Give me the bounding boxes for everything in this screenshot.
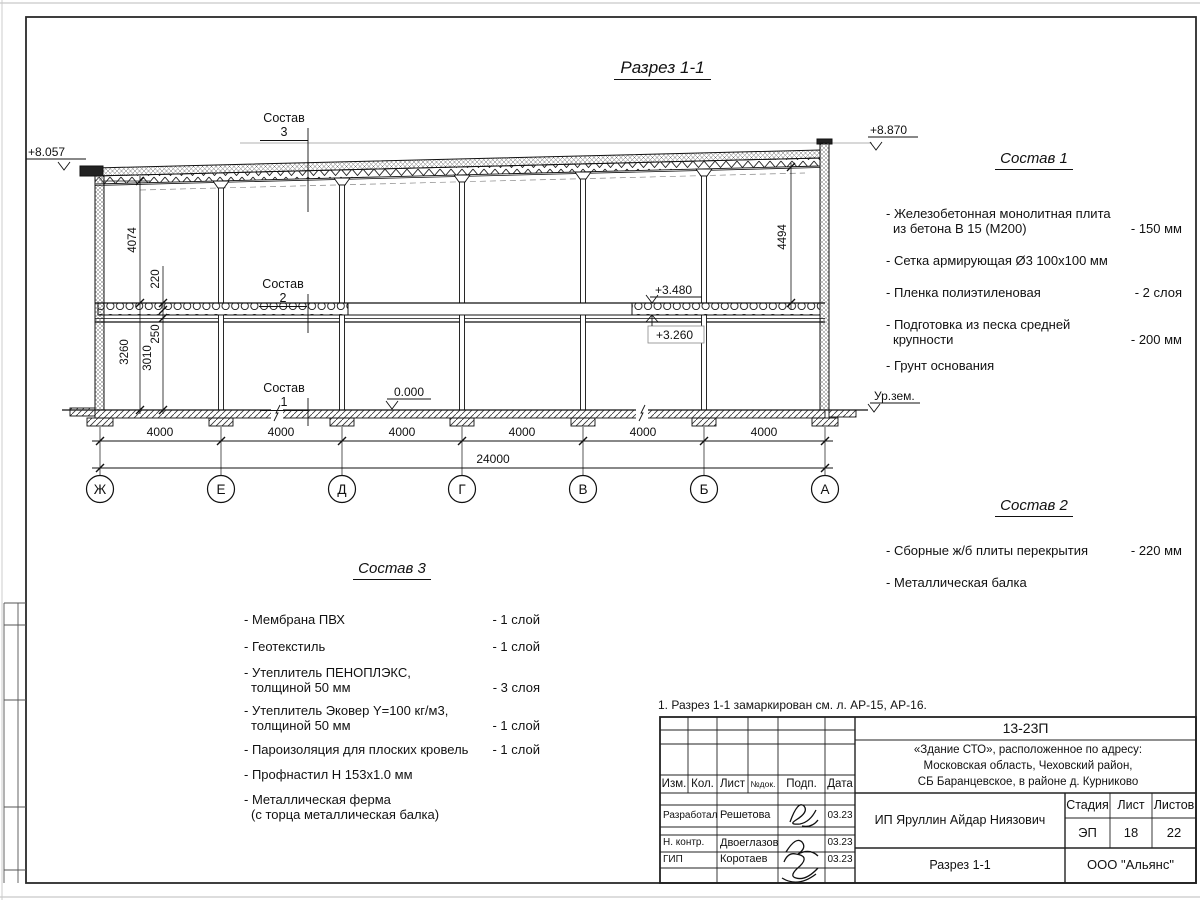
object-line3: СБ Баранцевское, в районе д. Курниково: [917, 776, 1139, 788]
total-dimension-label: 24000: [476, 452, 510, 466]
svg-text:4000: 4000: [146, 425, 174, 439]
list-item: - Сборные ж/б плиты перекрытия - 220 мм: [886, 543, 1182, 558]
axis-label: В: [578, 482, 588, 497]
svg-text:4000: 4000: [750, 425, 778, 439]
note: 1. Разрез 1-1 замаркирован см. л. АР-15, АР-16.: [658, 698, 927, 712]
stage-label: Стадия: [1066, 797, 1109, 812]
client-name: ИП Яруллин Айдар Ниязович: [874, 812, 1046, 827]
doc-number: 13-23П: [1002, 719, 1049, 736]
vertical-dimension-labels-left: [119, 227, 162, 371]
axis-label: Ж: [93, 482, 107, 497]
ground-floor: [62, 405, 868, 426]
row-role: Разработал: [663, 809, 718, 821]
side-stamp: [4, 603, 26, 883]
axis-label: Д: [337, 482, 347, 497]
company-name: ООО "Альянс": [1087, 857, 1174, 873]
col-ndok: №док.: [750, 778, 776, 789]
list-item: - Утеплитель Эковер Y=100 кг/м3, толщиной 50 мм - 1 слой: [244, 703, 540, 733]
svg-text:4000: 4000: [629, 425, 657, 439]
list-item: - Подготовка из песка средней крупности - 200 мм: [886, 317, 1182, 347]
composition-1-list: [886, 150, 1182, 373]
list-item: - Пароизоляция для плоских кровель - 1 слой: [244, 742, 540, 757]
stage-value: ЭП: [1078, 824, 1097, 840]
right-wall: [820, 143, 829, 410]
svg-text:3010: 3010: [142, 345, 154, 371]
svg-text:4000: 4000: [388, 425, 416, 439]
signatures: [782, 805, 818, 882]
list-item: - Железобетонная монолитная плита из бетона В 15 (М200) - 150 мм: [886, 206, 1182, 236]
composition-3-list: [244, 560, 540, 822]
svg-text:4000: 4000: [508, 425, 536, 439]
svg-text:220: 220: [150, 269, 162, 289]
svg-text:3260: 3260: [119, 339, 131, 365]
svg-text:4074: 4074: [127, 227, 139, 253]
eave: [80, 166, 103, 176]
sheets-total: 22: [1166, 824, 1182, 840]
row-name: Решетова: [720, 809, 771, 822]
elevation-top-left: +8.057: [28, 145, 66, 159]
signature-developer: [790, 805, 818, 827]
object-address: [860, 742, 1196, 792]
col-podp: Подп.: [786, 777, 817, 790]
vertical-dimension-label-right: 4494: [777, 224, 789, 250]
footings: [87, 418, 838, 426]
hollow-core-slab-right: [632, 303, 820, 315]
row-role: ГИП: [663, 853, 683, 865]
axis-label: Г: [458, 482, 466, 497]
leader-label-sostav3: Состав 3: [260, 111, 308, 141]
row-date: 03.23: [827, 837, 853, 849]
elevation-floor: 0.000: [394, 385, 425, 399]
axis-label: Б: [699, 482, 709, 497]
list-item: - Пленка полиэтиленовая - 2 слоя: [886, 285, 1182, 300]
composition-2-list: [886, 497, 1182, 590]
axis-label: Е: [216, 482, 226, 497]
axis-label: А: [820, 482, 830, 497]
list-item: - Грунт основания: [886, 358, 995, 373]
sheet-number: 18: [1123, 824, 1139, 840]
elevation-slab-bottom: +3.260: [656, 328, 694, 342]
elevation-slab-top: +3.480: [655, 283, 693, 297]
hollow-core-slab-left: [98, 303, 348, 315]
list-item: - Металлическая ферма (с торца металлическая балка): [244, 792, 440, 822]
col-data: Дата: [827, 777, 853, 790]
svg-text:4000: 4000: [267, 425, 295, 439]
list-item: - Сетка армирующая Ø3 100х100 мм: [886, 253, 1108, 268]
signature-gip: [782, 840, 818, 882]
horizontal-dimensions: [92, 427, 833, 476]
left-wall: [95, 176, 104, 410]
leader-label-sostav2: Состав 2: [259, 277, 307, 307]
row-date: 03.23: [827, 809, 853, 821]
sheets-label: Листов: [1153, 797, 1195, 812]
row-date: 03.23: [827, 853, 853, 865]
vertical-dimensions-left: [104, 176, 167, 414]
svg-text:250: 250: [150, 324, 162, 344]
drawing-name: Разрез 1-1: [929, 857, 991, 872]
elevation-top-right: +8.870: [870, 123, 908, 137]
composition-3-title: Состав 3: [244, 560, 540, 577]
apron-right: [829, 410, 856, 417]
apron-left: [70, 408, 95, 416]
composition-1-title: Состав 1: [886, 150, 1182, 167]
col-list: Лист: [720, 777, 745, 790]
col-kol: Кол.: [691, 777, 714, 790]
roof: [80, 139, 832, 190]
col-izm: Изм.: [661, 777, 687, 790]
object-line2: Московская область, Чеховский район,: [923, 760, 1133, 772]
axis-bubbles: [87, 476, 839, 503]
row-name: Коротаев: [720, 853, 768, 866]
list-item: - Утеплитель ПЕНОПЛЭКС, толщиной 50 мм - 3 слоя: [244, 665, 540, 695]
ground-level-label: Ур.зем.: [874, 389, 915, 403]
list-item: - Профнастил Н 153х1.0 мм: [244, 767, 413, 782]
list-item: - Металлическая балка: [886, 575, 1027, 590]
page-title: Разрез 1-1: [580, 58, 745, 78]
list-item: - Геотекстиль - 1 слой: [244, 639, 540, 654]
object-line1: «Здание СТО», расположенное по адресу:: [913, 744, 1143, 756]
row-name: Двоеглазов: [720, 836, 779, 849]
leader-label-sostav1: Состав 1: [260, 381, 308, 411]
row-role: Н. контр.: [663, 837, 705, 849]
sheet-label: Лист: [1117, 797, 1145, 812]
composition-2-title: Состав 2: [886, 497, 1182, 514]
list-item: - Мембрана ПВХ - 1 слой: [244, 612, 540, 627]
